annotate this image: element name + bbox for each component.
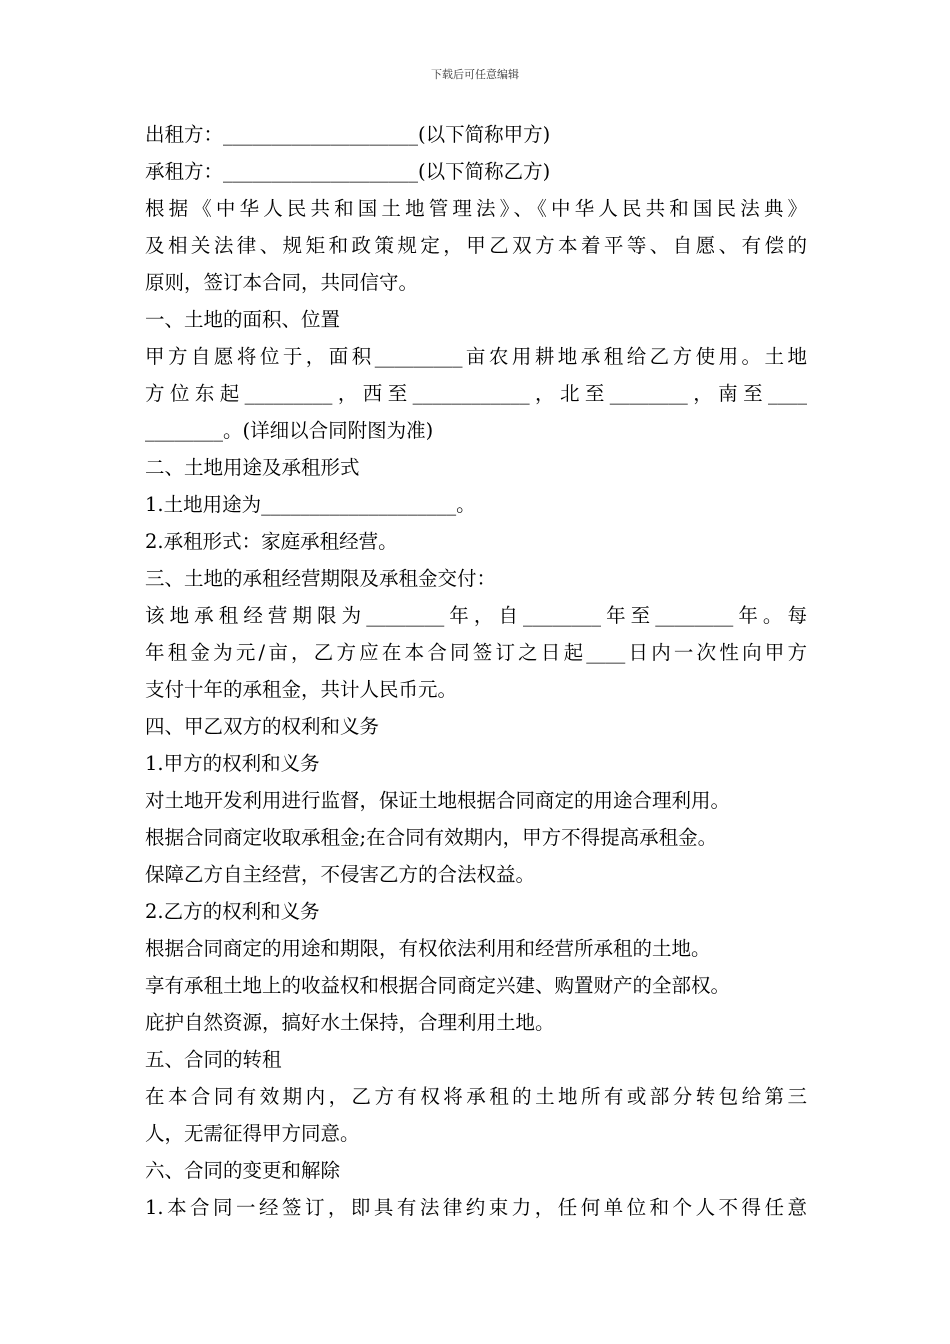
text-line: 1.土地用途为____________________。 [145,493,476,516]
section-heading: 六、合同的变更和解除 [145,1159,341,1182]
subsection-heading: 1.甲方的权利和义务 [145,752,320,775]
text-line: 享有承租土地上的收益权和根据合同商定兴建、购置财产的全部权。 [145,974,731,997]
text-line: 在本合同有效期内，乙方有权将承租的土地所有或部分转包给第三 [145,1085,807,1108]
text-line: 根据合同商定收取承租金;在合同有效期内，甲方不得提高承租金。 [145,826,718,849]
text-line: ________。(详细以合同附图为准) [145,419,434,442]
section-heading: 一、土地的面积、位置 [145,308,341,331]
page-header: 下载后可任意编辑 [431,68,519,81]
text-line: 该地承租经营期限为________年，自________年至________年。每 [145,604,807,627]
text-line: 人，无需征得甲方同意。 [145,1122,360,1145]
text-line: 对土地开发利用进行监督，保证土地根据合同商定的用途合理利用。 [145,789,731,812]
text-line: 根据合同商定的用途和期限，有权依法利用和经营所承租的土地。 [145,937,711,960]
subsection-heading: 2.乙方的权利和义务 [145,900,320,923]
text-line: 保障乙方自主经营，不侵害乙方的合法权益。 [145,863,536,886]
section-heading: 四、甲乙双方的权利和义务 [145,715,380,738]
text-line: 方位东起_________，西至____________，北至________，南至____ [145,382,807,405]
text-line: 1.本合同一经签订，即具有法律约束力，任何单位和个人不得任意 [145,1196,807,1219]
text-line: 出租方：____________________(以下简称甲方) [145,123,551,146]
section-heading: 五、合同的转租 [145,1048,282,1071]
text-line: 支付十年的承租金，共计人民币元。 [145,678,458,701]
document-body [145,116,807,1226]
text-line: 2.承租形式：家庭承租经营。 [145,530,398,553]
text-line: 原则，签订本合同，共同信守。 [145,271,419,294]
text-line: 甲方自愿将位于，面积_________亩农用耕地承租给乙方使用。土地 [145,345,807,368]
text-line: 承租方：____________________(以下简称乙方) [145,160,551,183]
text-line: 年租金为元/亩，乙方应在本合同签订之日起____日内一次性向甲方 [145,641,807,664]
section-heading: 二、土地用途及承租形式 [145,456,360,479]
text-line: 庇护自然资源，搞好水土保持，合理利用土地。 [145,1011,555,1034]
section-heading: 三、土地的承租经营期限及承租金交付： [145,567,497,590]
text-line: 根据《中华人民共和国土地管理法》、《中华人民共和国民法典》 [145,197,807,220]
text-line: 及相关法律、规矩和政策规定，甲乙双方本着平等、自愿、有偿的 [145,234,807,257]
